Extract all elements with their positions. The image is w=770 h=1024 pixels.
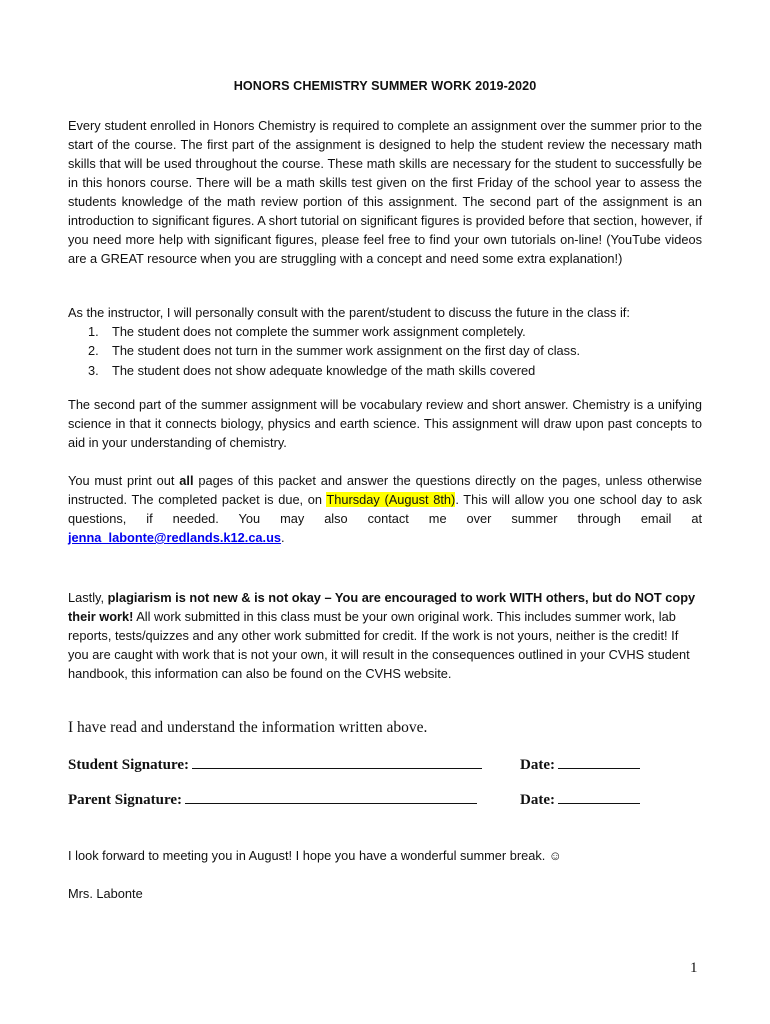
closing-text: I look forward to meeting you in August! I hope you have a wonderful summer break. ☺ xyxy=(68,848,562,863)
list-item xyxy=(88,341,688,360)
print-text: . xyxy=(281,530,285,545)
list-number: 1. xyxy=(88,324,99,339)
instructor-paragraph: As the instructor, I will personally consult with the parent/student to discuss the future in the class if: xyxy=(68,305,630,320)
list-number: 2. xyxy=(88,343,99,359)
parent-signature-field[interactable] xyxy=(185,791,477,804)
print-text: . This will allow you one school day to ask questions, if needed. You may also contact me over summer through email at xyxy=(68,492,702,526)
date-label: Date: xyxy=(520,757,555,773)
print-paragraph xyxy=(68,471,702,547)
student-signature-field[interactable] xyxy=(192,756,482,769)
print-text: pages of this packet and answer the questions directly on the pages, unless otherwise instructed. The completed packet is due, on xyxy=(68,473,703,507)
email-link[interactable]: jenna_labonte@redlands.k12.ca.us xyxy=(68,530,282,545)
plagiarism-paragraph xyxy=(68,588,702,683)
conditions-list xyxy=(88,322,688,380)
plagiarism-text: All work submitted in this class must be your own original work. This includes summer work, lab reports, tests/quizzes and any other work submitted for credit. If the work is not yours, neither is the credit! If you are caught with work that is not your own, it will result in the consequences outlined in your CVHS student handbook, this information can also be found on the CVHS website. xyxy=(68,609,690,681)
sign-off: Mrs. Labonte xyxy=(68,886,143,901)
plagiarism-bold-text: plagiarism is not new & is not okay – You are encouraged to work WITH others, but do NOT copy their work! xyxy=(68,590,696,624)
due-date-highlight: Thursday (August 8th) xyxy=(326,492,456,507)
plagiarism-text: Lastly, xyxy=(68,590,108,605)
print-bold-text: all xyxy=(179,473,194,488)
acknowledge-text: I have read and understand the information written above. xyxy=(68,719,428,736)
page-number: 1 xyxy=(690,960,698,976)
date-label: Date: xyxy=(520,792,555,808)
intro-paragraph: Every student enrolled in Honors Chemistry is required to complete an assignment over the summer prior to the start of the course. The first part of the assignment is designed to help the student review the necessary math skills that will be used throughout the course. These math skills are necessary for the student to successfully be in this honors course. There will be a math skills test given on the first Friday of the school year to assess the students knowledge of the math review portion of this assignment. The second part of the assignment is an introduction to significant figures. A short tutorial on significant figures is provided before that section, however, if you need more help with significant figures, please feel free to find your own tutorials on-line! (YouTube videos are a GREAT resource when you are struggling with a concept and need some extra explanation!) xyxy=(68,118,702,266)
parent-signature-line xyxy=(68,791,477,809)
parent-signature-label: Parent Signature: xyxy=(68,792,183,808)
second-part-paragraph: The second part of the summer assignment will be vocabulary review and short answer. Chemistry is a unifying science in that it connects biology, physics and earth science. This assignment will draw upon past concepts to aid in your understanding of chemistry. xyxy=(68,397,702,450)
list-item xyxy=(88,361,688,380)
page-title: HONORS CHEMISTRY SUMMER WORK 2019-2020 xyxy=(233,79,537,93)
print-text: You must print out xyxy=(68,473,180,488)
list-text: The student does not show adequate knowledge of the math skills covered xyxy=(112,362,536,378)
list-text: The student does not complete the summer work assignment completely. xyxy=(112,324,526,339)
list-text: The student does not turn in the summer work assignment on the first day of class. xyxy=(112,343,581,359)
student-date-line xyxy=(520,756,640,774)
student-signature-label: Student Signature: xyxy=(68,757,189,773)
parent-date-field[interactable] xyxy=(558,791,640,804)
student-date-field[interactable] xyxy=(558,756,640,769)
parent-date-line xyxy=(520,791,640,809)
list-number: 3. xyxy=(88,362,99,378)
student-signature-line xyxy=(68,756,482,774)
list-item xyxy=(88,322,688,341)
